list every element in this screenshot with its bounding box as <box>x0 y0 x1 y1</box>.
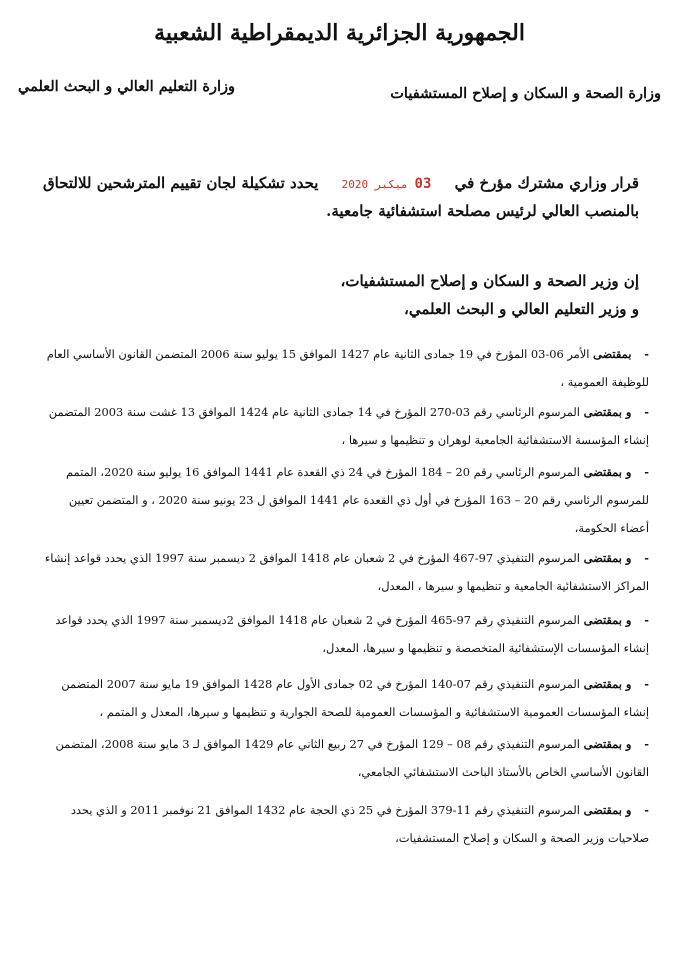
clause-item <box>39 398 649 454</box>
clause-bullet: - <box>644 551 649 565</box>
ministry-health-heading: وزارة الصحة و السكان و إصلاح المستشفيات <box>390 85 661 102</box>
clause-bullet: - <box>644 803 649 817</box>
clause-item <box>39 670 649 726</box>
minister-health-line: إن وزير الصحة و السكان و إصلاح المستشفيات، <box>340 272 639 290</box>
clause-text: المرسوم التنفيذي 97-467 المؤرخ في 2 شعبان عام 1418 الموافق 2 ديسمبر سنة 1997 الذي يحدد قواعد إنشاء المراكز الاستشفائية الجامعية و تنظيمها و سيرها ، المعدل، <box>44 551 649 593</box>
clause-text: المرسوم التنفيذي رقم 97-465 المؤرخ في 2 شعبان عام 1418 الموافق 2ديسمبر سنة 1997 الذي يحدد قواعد إنشاء المؤسسات الإستشفائية المتخصصة و تنظيمها و سيرها، المعدل، <box>55 613 649 655</box>
clause-lead: و بمقتضى <box>583 737 632 751</box>
clause-bullet: - <box>644 613 649 627</box>
clause-item <box>39 458 649 542</box>
clause-text: المرسوم التنفيذي رقم 08 – 129 المؤرخ في 27 ربيع الثاني عام 1429 الموافق لـ 3 مايو سنة 2008، المتضمن القانون الأساسي الخاص بالأستاذ الباحث الاستشفائي الجامعي، <box>55 737 649 779</box>
clause-item <box>39 544 649 600</box>
clause-lead: و بمقتضى <box>583 613 632 627</box>
clause-lead: بمقتضى <box>593 347 632 361</box>
clause-bullet: - <box>644 737 649 751</box>
clause-item <box>39 606 649 662</box>
clause-bullet: - <box>644 347 649 361</box>
clause-bullet: - <box>644 405 649 419</box>
clause-item <box>39 340 649 396</box>
decree-title-line2: بالمنصب العالي لرئيس مصلحة استشفائية جامعية. <box>326 202 639 220</box>
clause-bullet: - <box>644 677 649 691</box>
decree-title-start: قرار وزاري مشترك مؤرخ في <box>454 174 639 192</box>
clause-lead: و بمقتضى <box>583 405 632 419</box>
date-stamp-year: 2020 <box>341 178 369 191</box>
republic-heading: الجمهورية الجزائرية الديمقراطية الشعبية <box>154 20 525 46</box>
clause-text: المرسوم الرئاسي رقم 20 – 184 المؤرخ في 24 ذي القعدة عام 1441 الموافق 16 يوليو سنة 2020، المتمم للمرسوم الرئاسي رقم 20 – 163 المؤرخ في أول ذي القعدة عام 1441 الموافق ل 23 يونيو سنة 2020 ، و المتضمن تعيين أعضاء الحكومة، <box>65 465 649 535</box>
minister-higher-ed-line: و وزير التعليم العالي و البحث العلمي، <box>404 300 639 318</box>
ministry-higher-ed-heading: وزارة التعليم العالي و البحث العلمي <box>18 78 236 95</box>
date-stamp-day: 03 <box>414 176 432 192</box>
clause-item <box>39 730 649 786</box>
date-stamp <box>342 176 432 192</box>
decree-title-line1 <box>29 174 639 192</box>
date-stamp-month: ميكبر <box>374 178 408 191</box>
clause-item <box>39 796 649 852</box>
clause-lead: و بمقتضى <box>583 803 632 817</box>
clause-text: الأمر 06-03 المؤرخ في 19 جمادى الثانية عام 1427 الموافق 15 يوليو سنة 2006 المتضمن القانون الأساسي العام للوظيفة العمومية ، <box>46 347 649 389</box>
clause-bullet: - <box>644 465 649 479</box>
clause-lead: و بمقتضى <box>583 677 632 691</box>
clause-text: المرسوم التنفيذي رقم 11-379 المؤرخ في 25 ذي الحجة عام 1432 الموافق 21 نوفمبر 2011 و الذي يحدد صلاحيات وزير الصحة و السكان و إصلاح المستشفيات، <box>70 803 649 845</box>
clause-text: المرسوم الرئاسي رقم 03-270 المؤرخ في 14 جمادى الثانية عام 1424 الموافق 13 غشت سنة 2003 المتضمن إنشاء المؤسسة الاستشفائية الجامعية لوهران و تنظيمها و سيرها ، <box>48 405 649 447</box>
decree-title-end: يحدد تشكيلة لجان تقييم المترشحين للالتحاق <box>42 174 319 192</box>
clause-lead: و بمقتضى <box>583 551 632 565</box>
clause-lead: و بمقتضى <box>583 465 632 479</box>
clause-text: المرسوم التنفيذي رقم 07-140 المؤرخ في 02 جمادى الأول عام 1428 الموافق 19 مايو سنة 2007 المتضمن إنشاء المؤسسات العمومية الاستشفائية و المؤسسات العمومية للصحة الجوارية و تنظيمها و سيرها، المعدل و المتمم ، <box>61 677 649 719</box>
